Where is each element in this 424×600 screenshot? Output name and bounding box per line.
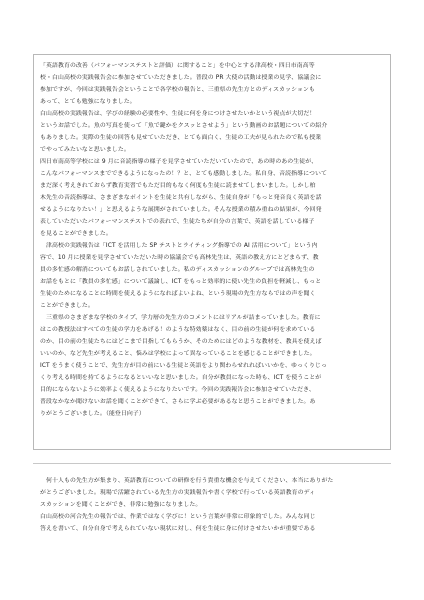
closing-line: スカッションを聞くことができ、非常に勉強になりました。 <box>40 502 202 508</box>
report-line: あって、とても勉強になりました。 <box>40 99 136 105</box>
report-line: りがとうございました。（能登日向子） <box>40 411 145 417</box>
report-line: 生徒のためになることに時間を使えるようになればよいよね、という現場の先生方ならではの声を聞く <box>40 291 316 297</box>
report-line: 目的にならないように効率よく使えるようになりたいです。今回の実践報告会に参加させていただき、 <box>40 387 315 393</box>
report-line: ことができました。 <box>40 303 94 309</box>
report-line: もありました。実際の生徒の回答も見せていただき、とても面白く、生徒の工夫が見られたので私も授業 <box>40 135 322 141</box>
report-line: お話をもとに「教員の多忙感」について議論し、ICT をもっと効率的に使い先生の負担を軽減し、もっと <box>40 279 322 285</box>
report-line: 容で、10 月に授業を見学させていただいた時の協議会でも高林先生は、英語の教え方にとどまらず、教 <box>40 255 319 261</box>
report-line: 四日市南高等学校には 9 月に音読指導の様子を見学させていただいていたので、あの時のあの生徒が、 <box>40 159 318 165</box>
closing-line: 何十人もの先生方が集まり、英語教育についての研修を行う貴重な機会を与えてください、本当にありがた <box>40 478 334 484</box>
report-line: 三重県のさまざまな学校のタイプ、学力層の先生方のコメントにはリアルが詰まっていました。教育に <box>40 315 321 321</box>
report-line: 木先生の音読指導は、さまざまなポイントを生徒と共有しながら、生徒自身が「もっと発音良く英語を話 <box>40 195 322 201</box>
report-line: くり考える時間を持てるようになるといいなと思いました。自分が教員になった時も、ICT を使うことが <box>40 375 322 381</box>
report-line: こんなパフォーマンスまでできるようになったの！？と、とても感動しました。私自身、音読指導について <box>40 171 327 177</box>
report-line: でやってみたいなと思いました。 <box>40 147 130 153</box>
report-line: 員の多忙感の解消についてもお話しされていました。私のディスカッションのグループでは高林先生の <box>40 267 315 273</box>
report-line: まだ深く考えきれておらず教育実習でもただ目的もなく何度も生徒に読ませてしまいました。しかし柏 <box>40 183 316 189</box>
report-line: 表していただいたパフォーマンステストでの表れで、生徒たちが自分の言葉で、英語を話している様子 <box>40 219 315 225</box>
report-line: 津高校の実践報告は「ICT を活用した SP テストとライティング指導での AI 活用について」という内 <box>40 243 318 249</box>
report-line: 校・白山高校の実践報告会に参加させていただきました。普段の PR 大使の活動は授業の見学、協議会に <box>40 75 322 81</box>
section-divider <box>33 463 391 464</box>
report-line: 白山高校の実践報告は、学びの経験の必要性や、生徒に何を身につけさせたいかという視点が大切だ！ <box>40 111 316 117</box>
report-line: 参加ですが、今回は実践報告会ということで各学校の報告と、三重県の先生方とのディスカッションも <box>40 87 315 93</box>
closing-line: 答えを書いて、自分自身で考えられていない現状に対し、何を生徒に身に付けさせたいかが重要である <box>40 526 316 532</box>
report-line: いいのか、など先生が考えること、悩みは学校によって異なっていることを感じることができました。 <box>40 351 316 357</box>
report-line: 普段なかなか聞けないお話を聞くことができて、さらに学ぶ必要があるなと思うことができました。あ <box>40 399 316 405</box>
closing-line: 白山高校の河合先生の報告では、作業ではなく学びに！という言葉が非常に印象的でした。みんな同じ <box>40 514 316 520</box>
report-line: を見ることができました。 <box>40 231 112 237</box>
report-line: ICT をうまく使うことで、先生方が目の前にいる生徒と英語をより関わらせれればいいかを、ゆっくりじっ <box>40 363 327 369</box>
report-line: というお話でした。魚の写真を使って「魚で鍵かをクスッとさせよう」という動画のお話題についての紹介 <box>40 123 328 129</box>
report-line: せるようになりたい！」と思えるような展開がされていました。そんな授業の積み重ねの結果が、今回発 <box>40 207 322 213</box>
report-line: はこの教授法はすべての生徒の学力をあげる！のような特効薬はなく、目の前の生徒が何を求めている <box>40 327 316 333</box>
report-line: のか、目の前の生徒たちにはどこまで目指してもらうか、そのためにはどのような教材を、教具を使えば <box>40 339 322 345</box>
closing-line: がとうございました。現場で活躍されている先生方の実践報告や書く学校で行っている英語教育のディ <box>40 490 316 496</box>
report-line: 「英語教育の改善（パフォーマンステストと評価）に関すること」を中心とする津高校・四日市南高等 <box>40 63 315 69</box>
